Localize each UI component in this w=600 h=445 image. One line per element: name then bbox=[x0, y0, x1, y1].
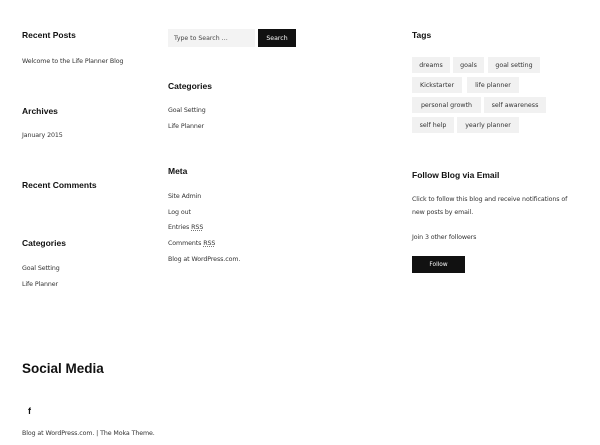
category-link-life-planner[interactable]: Life Planner bbox=[168, 123, 205, 130]
social-media-heading: Social Media bbox=[22, 361, 104, 376]
follow-description-line1: Click to follow this blog and receive notifications of bbox=[412, 196, 568, 203]
recent-post-link[interactable]: Welcome to the Life Planner Blog bbox=[22, 58, 124, 65]
search-input[interactable]: Type to Search … bbox=[168, 29, 255, 47]
tag-goal-setting[interactable]: goal setting bbox=[488, 57, 540, 73]
tag-life-planner[interactable]: life planner bbox=[467, 77, 519, 93]
tag-personal-growth[interactable]: personal growth bbox=[412, 97, 481, 113]
comments-rss-link[interactable] bbox=[168, 240, 215, 247]
recent-posts-heading: Recent Posts bbox=[22, 30, 76, 40]
comments-rss-prefix: Comments bbox=[168, 240, 204, 247]
archives-heading: Archives bbox=[22, 106, 58, 116]
tag-goals[interactable]: goals bbox=[453, 57, 484, 73]
category-link-life-planner[interactable]: Life Planner bbox=[22, 281, 59, 288]
footer-credit[interactable]: Blog at WordPress.com. | The Moka Theme. bbox=[22, 430, 155, 437]
site-admin-link[interactable]: Site Admin bbox=[168, 193, 202, 200]
comments-rss-abbr: RSS bbox=[203, 240, 216, 247]
tag-dreams[interactable]: dreams bbox=[412, 57, 450, 73]
wordpress-link[interactable]: Blog at WordPress.com. bbox=[168, 256, 241, 263]
categories-heading-middle: Categories bbox=[168, 81, 212, 91]
entries-rss-link[interactable] bbox=[168, 224, 203, 231]
tag-self-help[interactable]: self help bbox=[412, 117, 454, 133]
meta-heading: Meta bbox=[168, 166, 188, 176]
tag-yearly-planner[interactable]: yearly planner bbox=[457, 117, 519, 133]
entries-rss-prefix: Entries bbox=[168, 224, 192, 231]
entries-rss-abbr: RSS bbox=[191, 224, 204, 231]
log-out-link[interactable]: Log out bbox=[168, 209, 191, 216]
search-button[interactable]: Search bbox=[258, 29, 296, 47]
categories-heading-left: Categories bbox=[22, 238, 66, 248]
tag-self-awareness[interactable]: self awareness bbox=[484, 97, 546, 113]
category-link-goal-setting[interactable]: Goal Setting bbox=[168, 107, 206, 114]
follow-blog-heading: Follow Blog via Email bbox=[412, 170, 500, 180]
recent-comments-heading: Recent Comments bbox=[22, 180, 97, 190]
tag-kickstarter[interactable]: Kickstarter bbox=[412, 77, 462, 93]
category-link-goal-setting[interactable]: Goal Setting bbox=[22, 265, 60, 272]
archive-link-january-2015[interactable]: January 2015 bbox=[22, 132, 63, 139]
follow-description-line2: new posts by email. bbox=[412, 209, 474, 216]
followers-count: Join 3 other followers bbox=[412, 234, 477, 241]
follow-button[interactable]: Follow bbox=[412, 256, 465, 273]
tags-heading: Tags bbox=[412, 30, 432, 40]
facebook-icon[interactable]: f bbox=[28, 406, 31, 416]
